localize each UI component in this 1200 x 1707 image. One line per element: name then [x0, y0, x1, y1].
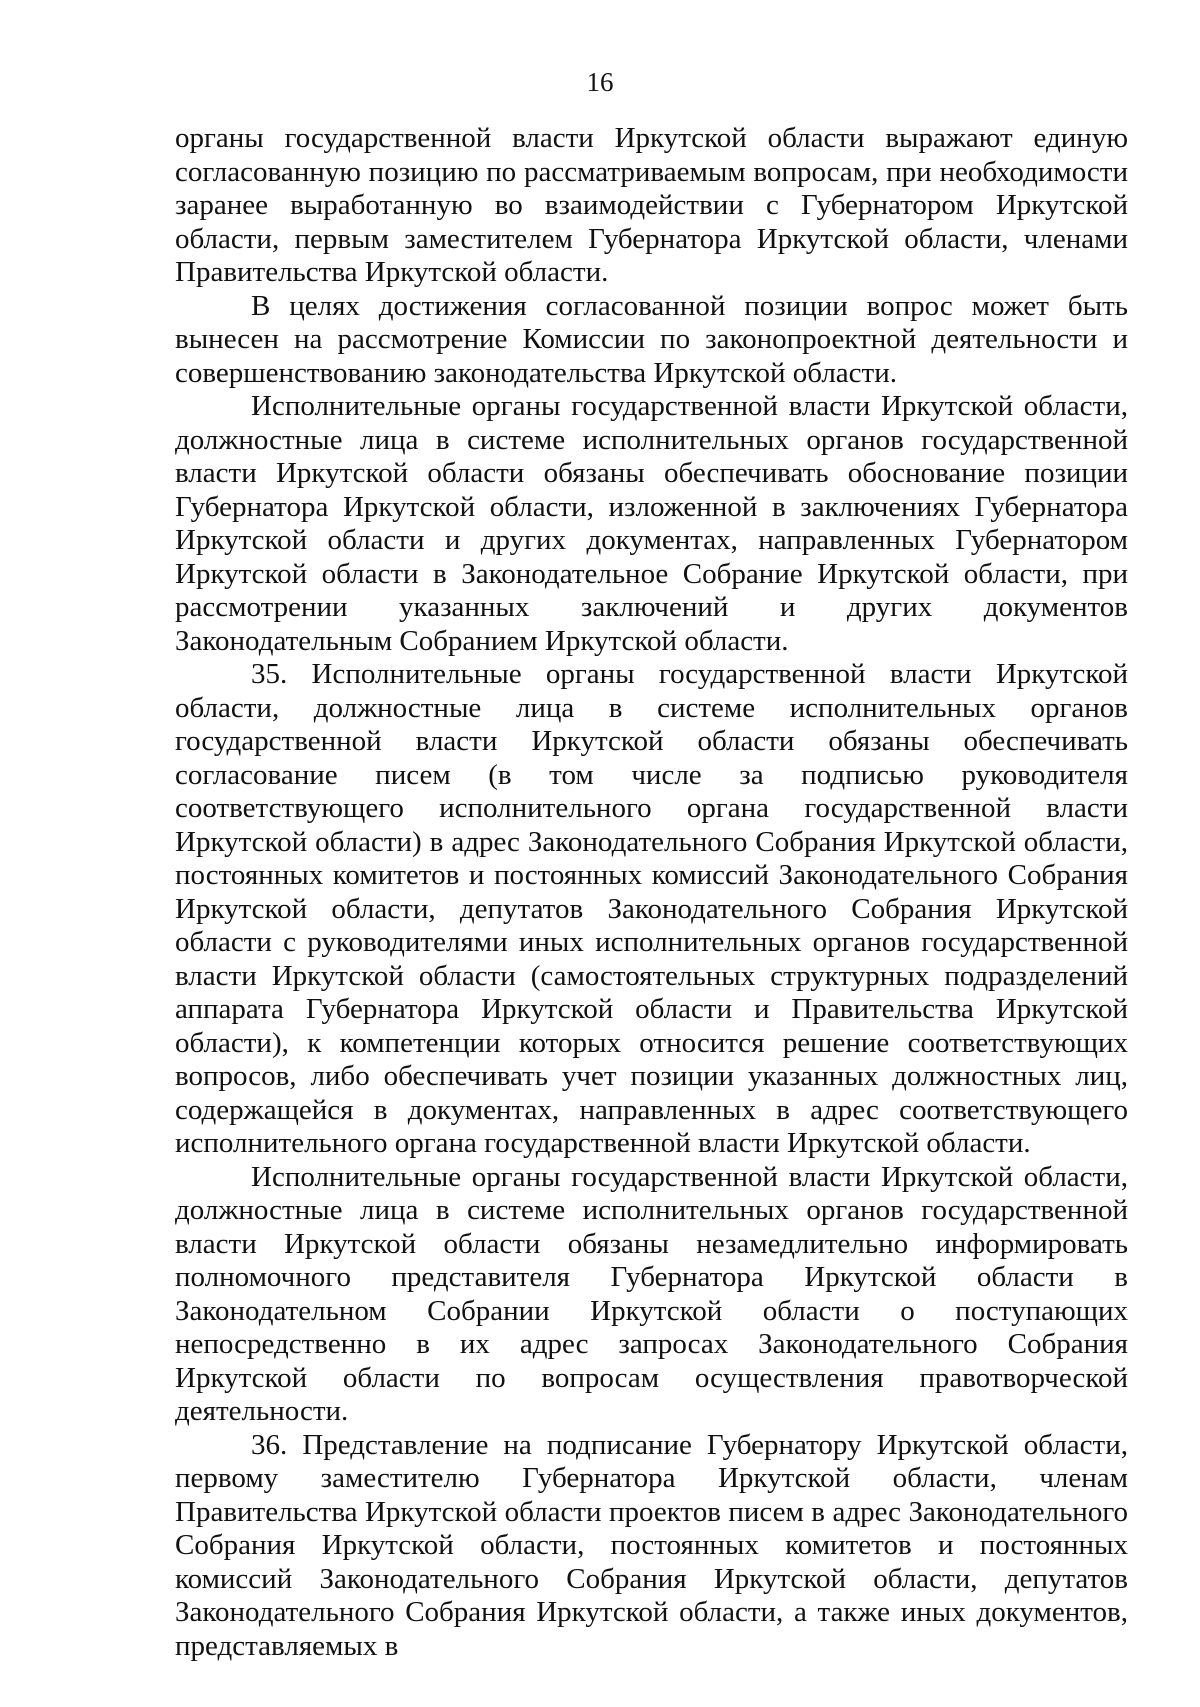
page-number: 16 — [586, 67, 614, 97]
paragraph-item-36: 36. Представление на подписание Губернатору Иркутской области, первому заместителю Губернатора Иркутской области, членам Правительства Иркутской области проектов писем в адрес Законодательного Собрания Иркутской области, постоянных комитетов и постоянных комиссий Законодательного Собрания Иркутской области, депутатов Законодательного Собрания Иркутской области, а также иных документов, представляемых в — [175, 1428, 1128, 1662]
document-body — [175, 122, 1128, 1663]
paragraph-item-35: 35. Исполнительные органы государственной власти Иркутской области, должностные лица в системе исполнительных органов государственной власти Иркутской области обязаны обеспечивать согласование писем (в том числе за подписью руководителя соответствующего исполнительного органа государственной власти Иркутской области) в адрес Законодательного Собрания Иркутской области, постоянных комитетов и постоянных комиссий Законодательного Собрания Иркутской области, депутатов Законодательного Собрания Иркутской области с руководителями иных исполнительных органов государственной власти Иркутской области (самостоятельных структурных подразделений аппарата Губернатора Иркутской области и Правительства Иркутской области), к компетенции которых относится решение соответствующих вопросов, либо обеспечивать учет позиции указанных должностных лиц, содержащейся в документах, направленных в адрес соответствующего исполнительного органа государственной власти Иркутской области. — [175, 658, 1128, 1159]
paragraph-continuation: органы государственной власти Иркутской области выражают единую согласованную позицию по рассматриваемым вопросам, при необходимости заранее выработанную во взаимодействии с Губернатором Иркутской области, первым заместителем Губернатора Иркутской области, членами Правительства Иркутской области. — [175, 122, 1128, 288]
paragraph-agreed-position: В целях достижения согласованной позиции вопрос может быть вынесен на рассмотрение Комиссии по законопроектной деятельности и совершенствованию законодательства Иркутской области. — [175, 289, 1128, 389]
paragraph-inform-representative: Исполнительные органы государственной власти Иркутской области, должностные лица в системе исполнительных органов государственной власти Иркутской области обязаны незамедлительно информировать полномочного представителя Губернатора Иркутской области в Законодательном Собрании Иркутской области о поступающих непосредственно в их адрес запросах Законодательного Собрания Иркутской области по вопросам осуществления правотворческой деятельности. — [175, 1160, 1128, 1427]
paragraph-governor-position: Исполнительные органы государственной власти Иркутской области, должностные лица в системе исполнительных органов государственной власти Иркутской области обязаны обеспечивать обоснование позиции Губернатора Иркутской области, изложенной в заключениях Губернатора Иркутской области и других документах, направленных Губернатором Иркутской области в Законодательное Собрание Иркутской области, при рассмотрении указанных заключений и других документов Законодательным Собранием Иркутской области. — [175, 390, 1128, 657]
